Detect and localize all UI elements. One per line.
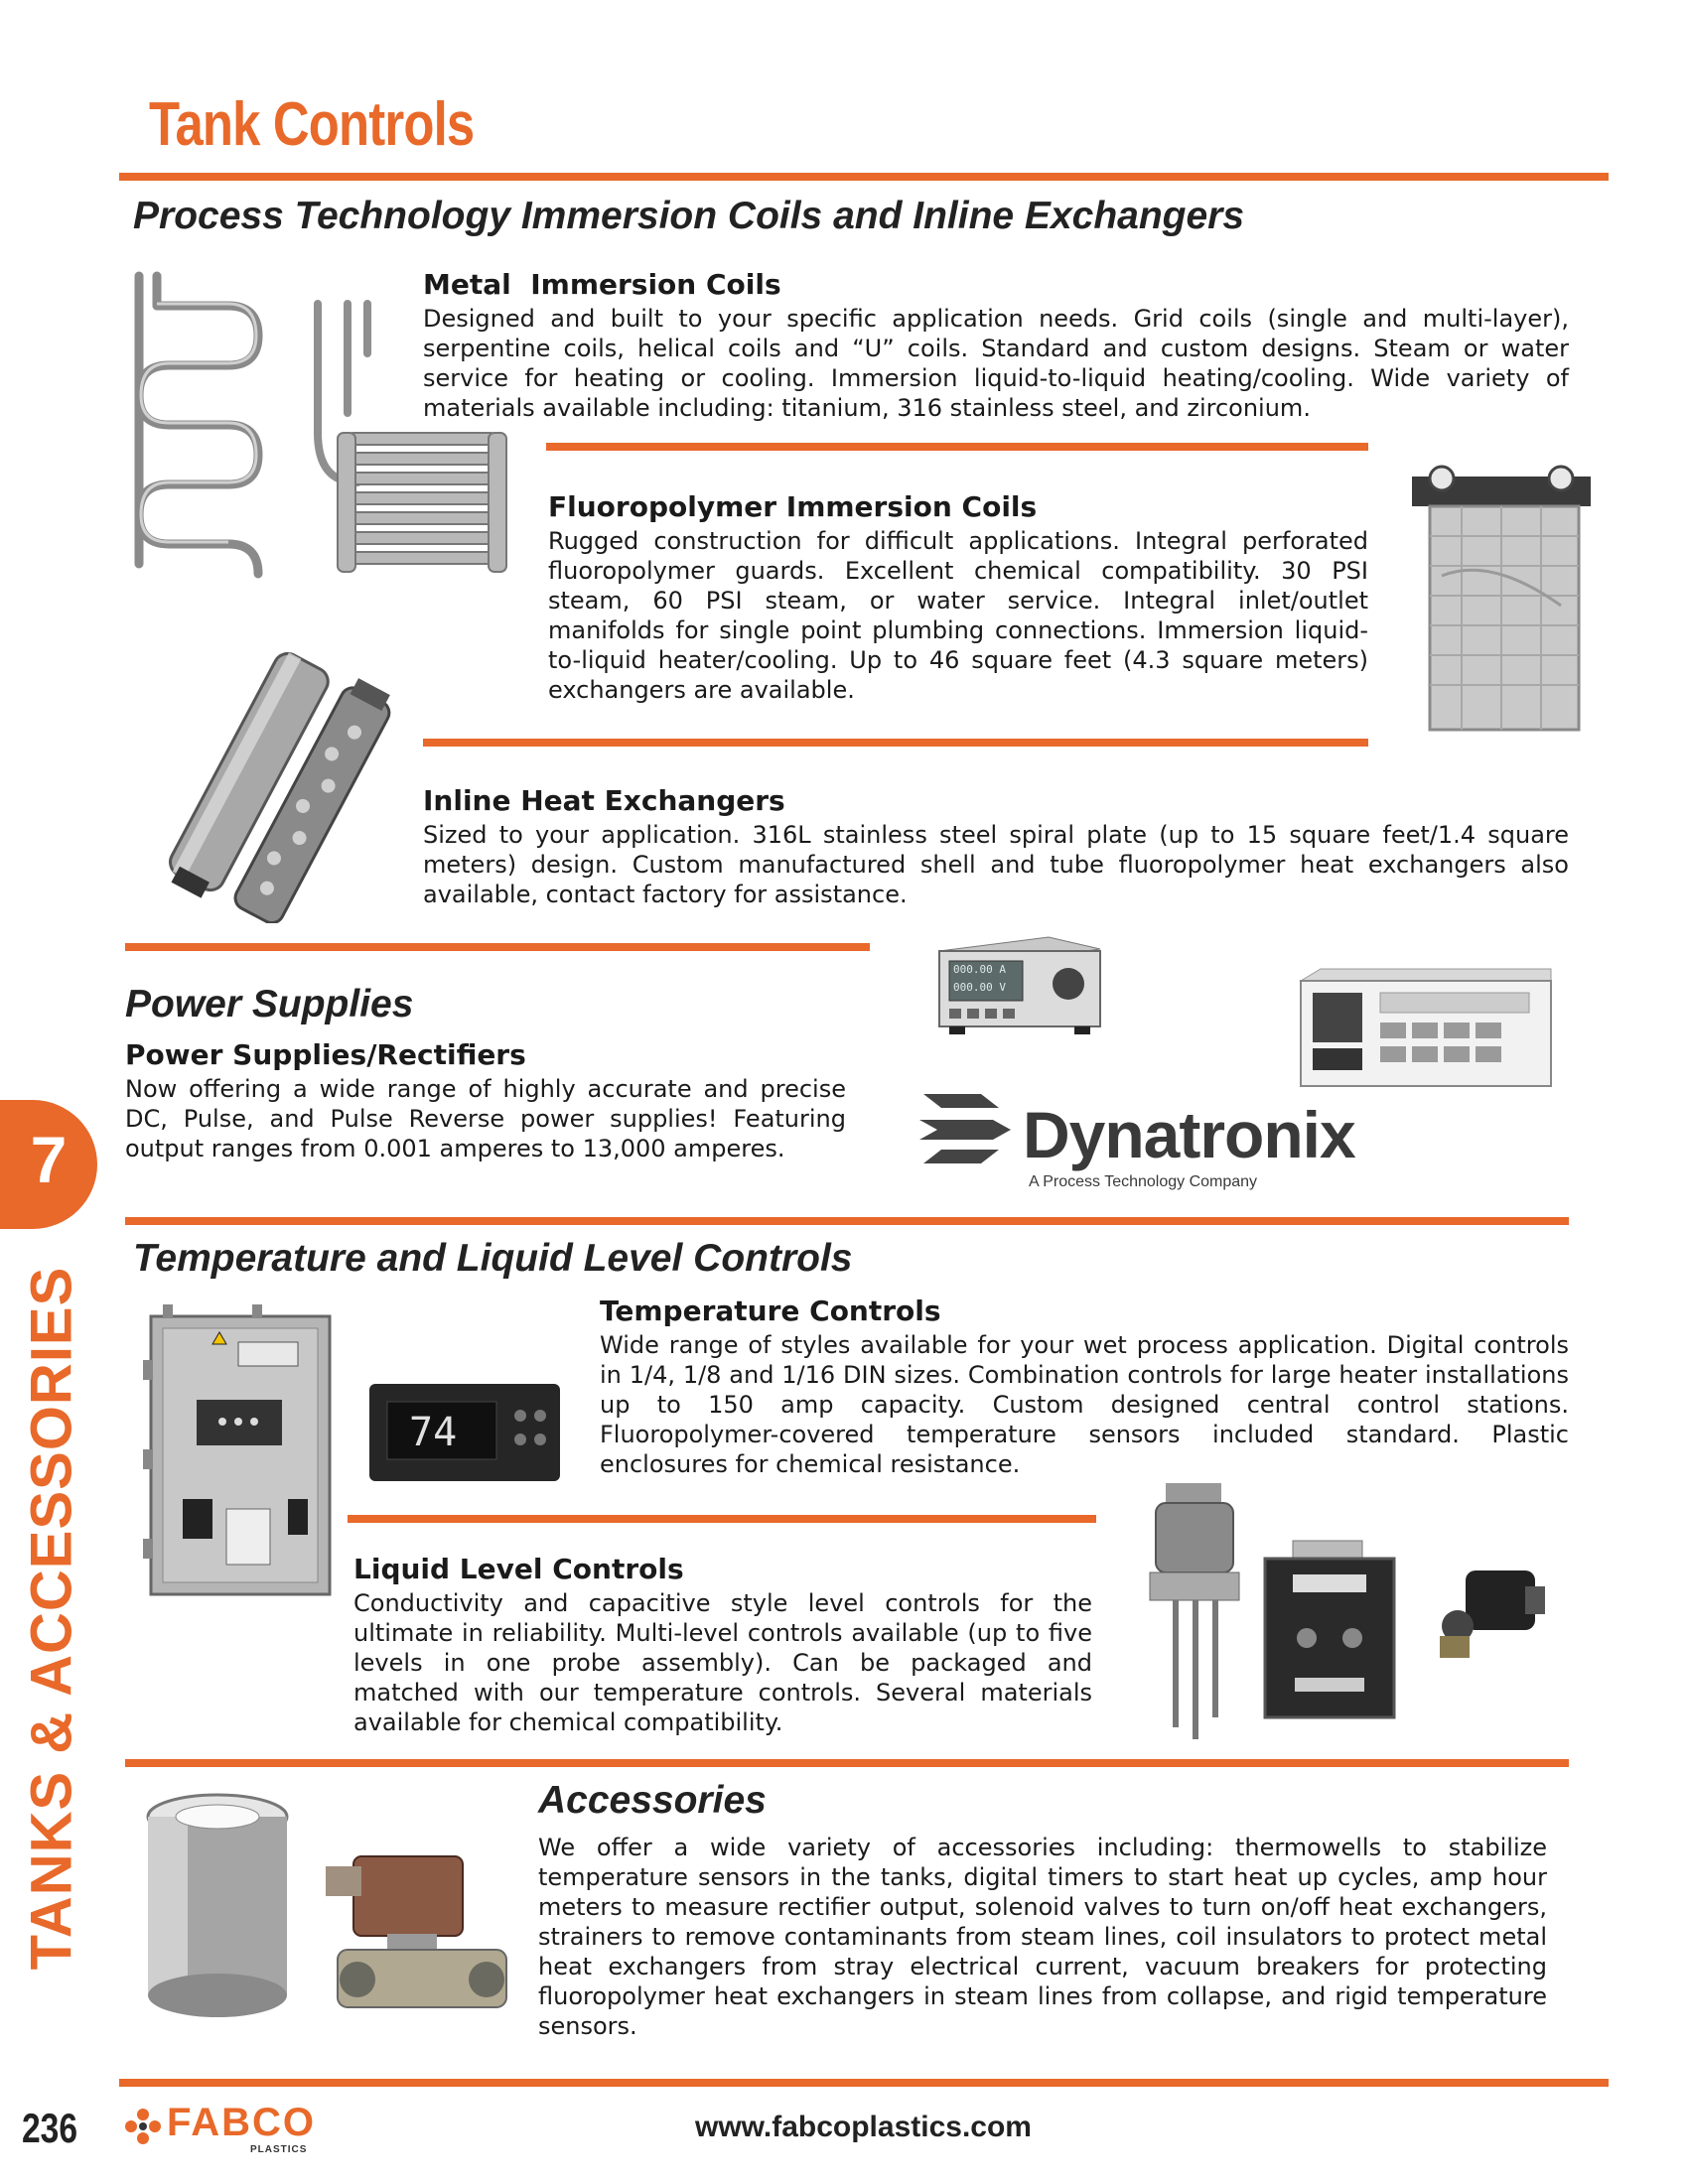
power-supplies-subtitle: Power Supplies/Rectifiers: [125, 1038, 526, 1071]
liquid-level-title: Liquid Level Controls: [353, 1553, 684, 1585]
divider: [546, 443, 1368, 451]
divider: [348, 1515, 1096, 1523]
inline-exchanger-image: [119, 635, 407, 923]
fabco-logo-subtext: PLASTICS: [250, 2144, 308, 2155]
solenoid-valve-image: [318, 1846, 516, 2025]
section-title-power-supplies: Power Supplies: [125, 983, 414, 1025]
accessories-body: We offer a wide variety of accessories including: thermowells to stabilize temperature sensors in the tanks, digital timers to start heat up cycles, amp hour meters to measure rectifier output, solenoid valves to turn on/off heat exchangers, strainers to remove contaminants from steam lines, coil insulators to protect metal heat exchangers from stray electrical current, vacuum breakers for protecting fluoropolymer heat exchangers in steam lines from collapse, and rigid temperature sensors.: [538, 1834, 1547, 2040]
thermowell-image: [133, 1787, 302, 2025]
power-display-amps: 000.00 A: [953, 963, 1006, 976]
power-supplies-body: Now offering a wide range of highly accurate and precise DC, Pulse, and Pulse Reverse power supplies! Featuring output ranges from 0.001 amperes to 13,000 amperes.: [125, 1075, 846, 1162]
level-switch-image: [1426, 1557, 1555, 1666]
fluoro-coils-body: Rugged construction for difficult applications. Integral perforated fluoropolymer guards. Excellent chemical compatibility. 30 PSI steam, 60 PSI steam, or water service. Integral inlet/outlet manifolds for single point plumbing connections. Immersion liquid-to-liquid heater/cooling. Up to 46 square feet (4.3 square meters) exchangers are available.: [548, 527, 1368, 704]
divider: [125, 943, 870, 951]
page-number: 236: [22, 2105, 78, 2151]
dynatronix-tagline: A Process Technology Company: [1029, 1173, 1258, 1190]
metal-coil-image: [119, 266, 278, 604]
divider: [125, 1217, 1569, 1225]
chapter-number: 7: [30, 1123, 68, 1196]
divider: [119, 2079, 1609, 2087]
fabco-logo-text: FABCO: [167, 2101, 316, 2144]
dynatronix-logo-icon: [919, 1084, 1015, 1173]
metal-coils-title: Metal Immersion Coils: [423, 268, 781, 301]
divider: [125, 1759, 1569, 1767]
fluoropolymer-coil-image: [1402, 457, 1601, 735]
divider: [119, 173, 1609, 181]
level-probe-image: [1136, 1479, 1255, 1747]
section-title-process-technology: Process Technology Immersion Coils and Inline Exchangers: [133, 195, 1245, 237]
power-display-volts: 000.00 V: [953, 981, 1006, 994]
chapter-label: TANKS & ACCESSORIES: [19, 1266, 84, 1971]
digital-controller-image: [365, 1378, 564, 1487]
dynatronix-brand-name: Dynatronix: [1023, 1098, 1355, 1171]
controller-unit-image: [1291, 963, 1559, 1092]
metal-coils-body: Designed and built to your specific application needs. Grid coils (single and multi-layer), serpentine coils, helical coils and “U” coils. Standard and custom designs. Steam or water service for heating or cooling. Immersion liquid-to-liquid heating/cooling. Wide variety of materials available including: titanium, 316 stainless steel, and zirconium.: [423, 305, 1569, 422]
fluoro-coils-title: Fluoropolymer Immersion Coils: [548, 490, 1038, 523]
section-title-accessories: Accessories: [538, 1779, 767, 1822]
footer-url[interactable]: www.fabcoplastics.com: [695, 2111, 1032, 2143]
controller-display-value: 74: [409, 1410, 458, 1455]
temperature-controls-title: Temperature Controls: [600, 1295, 941, 1327]
inline-exchangers-title: Inline Heat Exchangers: [423, 784, 785, 817]
fabco-logo-icon: [123, 2107, 163, 2146]
divider: [423, 739, 1368, 747]
temperature-controls-body: Wide range of styles available for your wet process application. Digital controls in 1/4, 1/8 and 1/16 DIN sizes. Combination controls for large heater installations up to 150 amp capacity. Custom designed central control stations. Fluoropolymer-covered temperature sensors included standard. Plastic enclosures for chemical resistance.: [600, 1331, 1569, 1478]
liquid-level-body: Conductivity and capacitive style level controls for the ultimate in reliability. Multi-level controls available (up to five levels in one probe assembly). Can be packaged and matched with our temperature controls. Several materials available for chemical compatibility.: [353, 1589, 1092, 1736]
level-control-box-image: [1255, 1539, 1404, 1727]
page-title: Tank Controls: [149, 90, 475, 159]
section-title-temperature-level: Temperature and Liquid Level Controls: [133, 1237, 853, 1280]
control-panel-image: [143, 1300, 338, 1598]
inline-exchangers-body: Sized to your application. 316L stainless steel spiral plate (up to 15 square feet/1.4 square meters) design. Custom manufactured shell and tube fluoropolymer heat exchangers also available, contact factory for assistance.: [423, 821, 1569, 908]
